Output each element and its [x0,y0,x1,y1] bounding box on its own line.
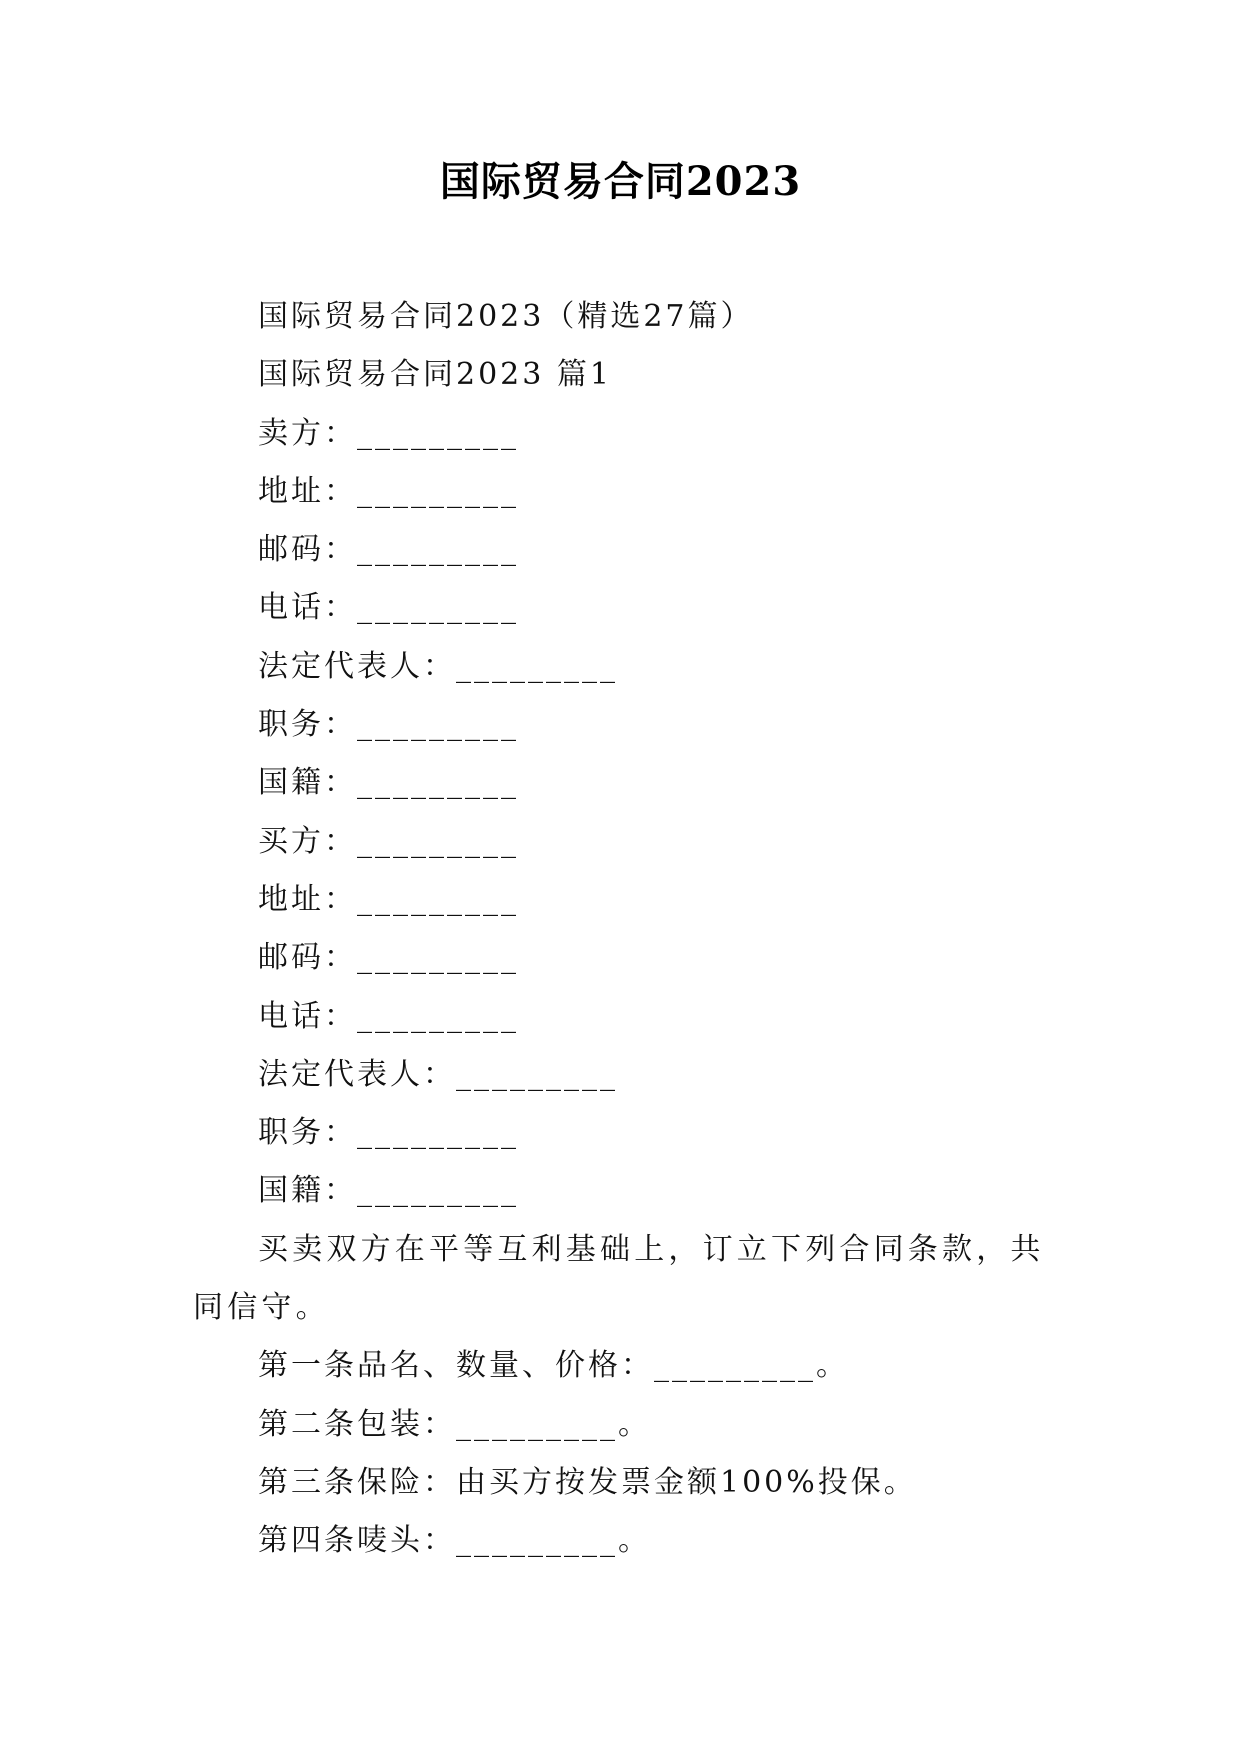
seller-position-field: 职务：_________ [258,707,519,743]
document-body [193,288,1053,1571]
buyer-field: 买方：_________ [258,823,519,859]
document-title: 国际贸易合同2023 [439,158,802,205]
article-1: 第一条品名、数量、价格：_________。 [258,1348,849,1384]
seller-field: 卖方：_________ [258,415,519,451]
buyer-phone-field: 电话：_________ [258,998,519,1034]
section-heading: 国际贸易合同2023 篇1 [258,357,612,393]
buyer-nationality-field: 国籍：_________ [258,1173,519,1209]
intro-paragraph: 买卖双方在平等互利基础上，订立下列合同条款，共同信守。 [193,1231,1045,1326]
buyer-postcode-field: 邮码：_________ [258,940,519,976]
seller-nationality-field: 国籍：_________ [258,765,519,801]
buyer-position-field: 职务：_________ [258,1115,519,1151]
buyer-address-field: 地址：_________ [258,881,519,917]
seller-postcode-field: 邮码：_________ [258,532,519,568]
seller-address-field: 地址：_________ [258,473,519,509]
article-3: 第三条保险：由买方按发票金额100%投保。 [258,1464,917,1500]
article-4: 第四条唛头：_________。 [258,1523,651,1559]
subtitle-line: 国际贸易合同2023（精选27篇） [258,299,754,334]
article-2: 第二条包装：_________。 [258,1406,651,1442]
seller-phone-field: 电话：_________ [258,590,519,626]
buyer-legal-rep-field: 法定代表人：_________ [258,1056,618,1092]
seller-legal-rep-field: 法定代表人：_________ [258,648,618,684]
